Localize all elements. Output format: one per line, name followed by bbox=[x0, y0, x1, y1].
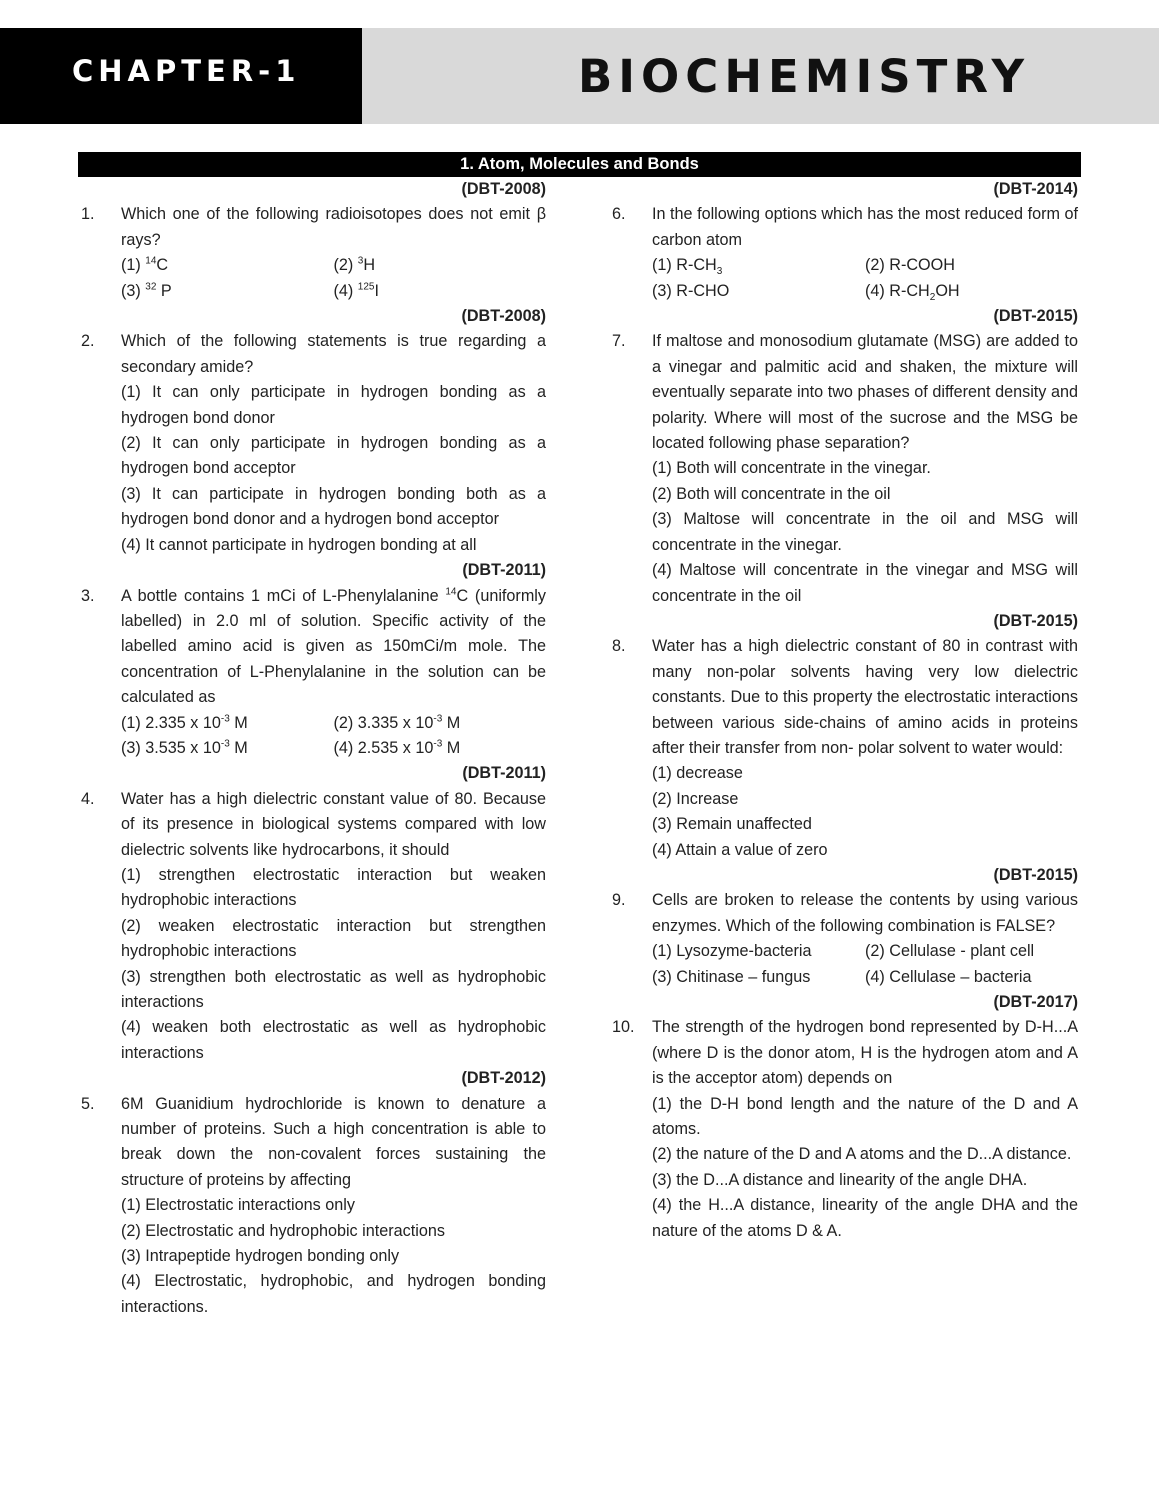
question-text: Which of the following statements is true regarding a secondary amide? bbox=[121, 332, 546, 376]
option: (1) Lysozyme-bacteria bbox=[652, 942, 812, 961]
option: (3) $^{32}$ P bbox=[121, 281, 172, 300]
option: (2) weaken electrostatic interaction but strengthen hydrophobic interactions bbox=[121, 916, 546, 961]
section-title: 1. Atom, Molecules and Bonds bbox=[78, 152, 1081, 177]
option: (4) Electrostatic, hydrophobic, and hydrogen bonding interactions. bbox=[121, 1272, 546, 1316]
question-number: 6. bbox=[612, 205, 626, 224]
option: (1) strengthen electrostatic interaction but weaken hydrophobic interactions bbox=[121, 865, 546, 910]
option: (1) Both will concentrate in the vinegar. bbox=[652, 459, 931, 478]
option: (3) strengthen both electrostatic as well as hydrophobic interactions bbox=[121, 967, 546, 1011]
question-year: (DBT-2011) bbox=[462, 764, 546, 783]
option: (1) Electrostatic interactions only bbox=[121, 1196, 355, 1215]
question-year: (DBT-2012) bbox=[461, 1069, 546, 1088]
option: (2) the nature of the D and A atoms and the D...A distance. bbox=[652, 1145, 1072, 1164]
right-column bbox=[609, 177, 1078, 1244]
option: (2) 3.335 x $10^{-3}$ M bbox=[333, 713, 461, 732]
question-9 bbox=[609, 863, 1078, 990]
option: (2) Electrostatic and hydrophobic interactions bbox=[121, 1221, 445, 1240]
question-number: 3. bbox=[81, 586, 95, 605]
option: (4) $^{125}$I bbox=[333, 281, 379, 300]
option: (4) Maltose will concentrate in the vinegar and MSG will concentrate in the oil bbox=[652, 561, 1078, 605]
question-4 bbox=[78, 761, 546, 1066]
option: (3) It can participate in hydrogen bonding both as a hydrogen bond donor and a hydrogen bond acceptor bbox=[121, 484, 546, 529]
question-year: (DBT-2011) bbox=[462, 561, 546, 580]
question-number: 2. bbox=[81, 332, 95, 351]
question-6 bbox=[609, 177, 1078, 304]
option: (1) It can only participate in hydrogen bonding as a hydrogen bond donor bbox=[121, 383, 546, 427]
options bbox=[121, 711, 546, 762]
option: (1) decrease bbox=[652, 764, 743, 783]
question-text: In the following options which has the most reduced form of carbon atom bbox=[652, 205, 1078, 249]
chapter-banner bbox=[0, 28, 362, 124]
option: (1) 2.335 x $10^{-3}$ M bbox=[121, 713, 248, 732]
question-5 bbox=[78, 1066, 546, 1320]
option: (3) Remain unaffected bbox=[652, 815, 812, 834]
option: (1) $R-CH_3$ bbox=[652, 256, 723, 278]
question-number: 7. bbox=[612, 332, 626, 351]
option: (2) R-COOH bbox=[865, 256, 955, 275]
question-year: (DBT-2008) bbox=[461, 307, 546, 326]
option: (3) the D...A distance and linearity of the angle DHA. bbox=[652, 1170, 1028, 1189]
option: (2) Cellulase - plant cell bbox=[865, 942, 1035, 961]
question-year: (DBT-2017) bbox=[993, 993, 1078, 1011]
question-year: (DBT-2015) bbox=[993, 865, 1078, 884]
question-text: If maltose and monosodium glutamate (MSG) are added to a vinegar and palmitic acid and shaken, the mixture will eventually separate into two phases of different density and polarity. Where will most of the sucrose and the MSG be located following phase separation? bbox=[652, 332, 1078, 453]
question-number: 10. bbox=[612, 1018, 635, 1037]
option: (2) $^3$H bbox=[333, 255, 376, 275]
question-2 bbox=[78, 304, 546, 558]
options bbox=[652, 939, 1078, 990]
question-number: 8. bbox=[612, 637, 626, 656]
question-text: 6M Guanidium hydrochloride is known to denature a number of proteins. Such a high concentration is able to break down the non-covalent forces sustaining the structure of proteins by affecting bbox=[121, 1094, 546, 1189]
question-text: Water has a high dielectric constant of 80 in contrast with many non-polar solvents having very low dielectric constants. Due to this property the electrostatic interactions between various side-chains of amino acids in proteins after their transfer from non- polar solvent to water would: bbox=[652, 637, 1078, 757]
question-year: (DBT-2015) bbox=[993, 307, 1078, 326]
question-text: Cells are broken to release the contents by using various enzymes. Which of the following combination is FALSE? bbox=[652, 891, 1078, 935]
option: (3) Intrapeptide hydrogen bonding only bbox=[121, 1247, 400, 1266]
option: (4) Attain a value of zero bbox=[652, 840, 828, 859]
question-1 bbox=[78, 177, 546, 304]
question-year: (DBT-2014) bbox=[993, 180, 1078, 198]
question-number: 9. bbox=[612, 891, 626, 910]
option: (4) It cannot participate in hydrogen bonding at all bbox=[121, 535, 477, 554]
question-number: 5. bbox=[81, 1094, 95, 1113]
left-column bbox=[78, 177, 546, 1320]
question-10 bbox=[609, 990, 1078, 1244]
question-year: (DBT-2015) bbox=[993, 611, 1078, 630]
question-text: The strength of the hydrogen bond represented by D-H...A (where D is the donor atom, H is the hydrogen atom and A is the acceptor atom) depends on bbox=[652, 1018, 1078, 1088]
question-text: A bottle contains 1 mCi of L-Phenylalanine $^{14}$C (uniformly labelled) in 2.0 ml of solution. Specific activity of the labelled amino acid is given as 150mCi/m mole. The concentration of L-Phenylalanine in the solution can be calculated as bbox=[121, 586, 546, 707]
question-3 bbox=[78, 558, 546, 761]
option: (3) R-CHO bbox=[652, 281, 730, 300]
option: (1) $^{14}$C bbox=[121, 255, 169, 275]
question-7 bbox=[609, 304, 1078, 609]
option: (4) 2.535 x $10^{-3}$ M bbox=[333, 738, 461, 757]
option: (4) $R-CH_2OH$ bbox=[865, 281, 960, 303]
chapter-label: CHAPTER-1 bbox=[72, 54, 301, 88]
option: (3) Maltose will concentrate in the oil and MSG will concentrate in the vinegar. bbox=[652, 510, 1078, 554]
question-8 bbox=[609, 609, 1078, 863]
options bbox=[652, 253, 1078, 304]
subject-banner bbox=[362, 28, 1159, 124]
option: (2) Increase bbox=[652, 789, 739, 808]
option: (2) Both will concentrate in the oil bbox=[652, 484, 891, 503]
question-year: (DBT-2008) bbox=[461, 180, 546, 198]
option: (4) Cellulase – bacteria bbox=[865, 967, 1032, 986]
option: (3) Chitinase – fungus bbox=[652, 967, 811, 986]
options bbox=[121, 253, 546, 304]
question-number: 1. bbox=[81, 205, 95, 224]
question-number: 4. bbox=[81, 789, 95, 808]
option: (3) 3.535 x $10^{-3}$ M bbox=[121, 738, 248, 757]
option: (1) the D-H bond length and the nature of the D and A atoms. bbox=[652, 1094, 1078, 1139]
option: (2) It can only participate in hydrogen bonding as a hydrogen bond acceptor bbox=[121, 434, 546, 478]
option: (4) the H...A distance, linearity of the angle DHA and the nature of the atoms D & A. bbox=[652, 1196, 1078, 1240]
question-text: Which one of the following radioisotopes does not emit β rays? bbox=[121, 205, 546, 249]
subject-title: BIOCHEMISTRY bbox=[578, 50, 1031, 103]
question-text: Water has a high dielectric constant value of 80. Because of its presence in biological systems compared with low dielectric solvents like hydrocarbons, it should bbox=[121, 789, 546, 859]
option: (4) weaken both electrostatic as well as hydrophobic interactions bbox=[121, 1018, 546, 1062]
